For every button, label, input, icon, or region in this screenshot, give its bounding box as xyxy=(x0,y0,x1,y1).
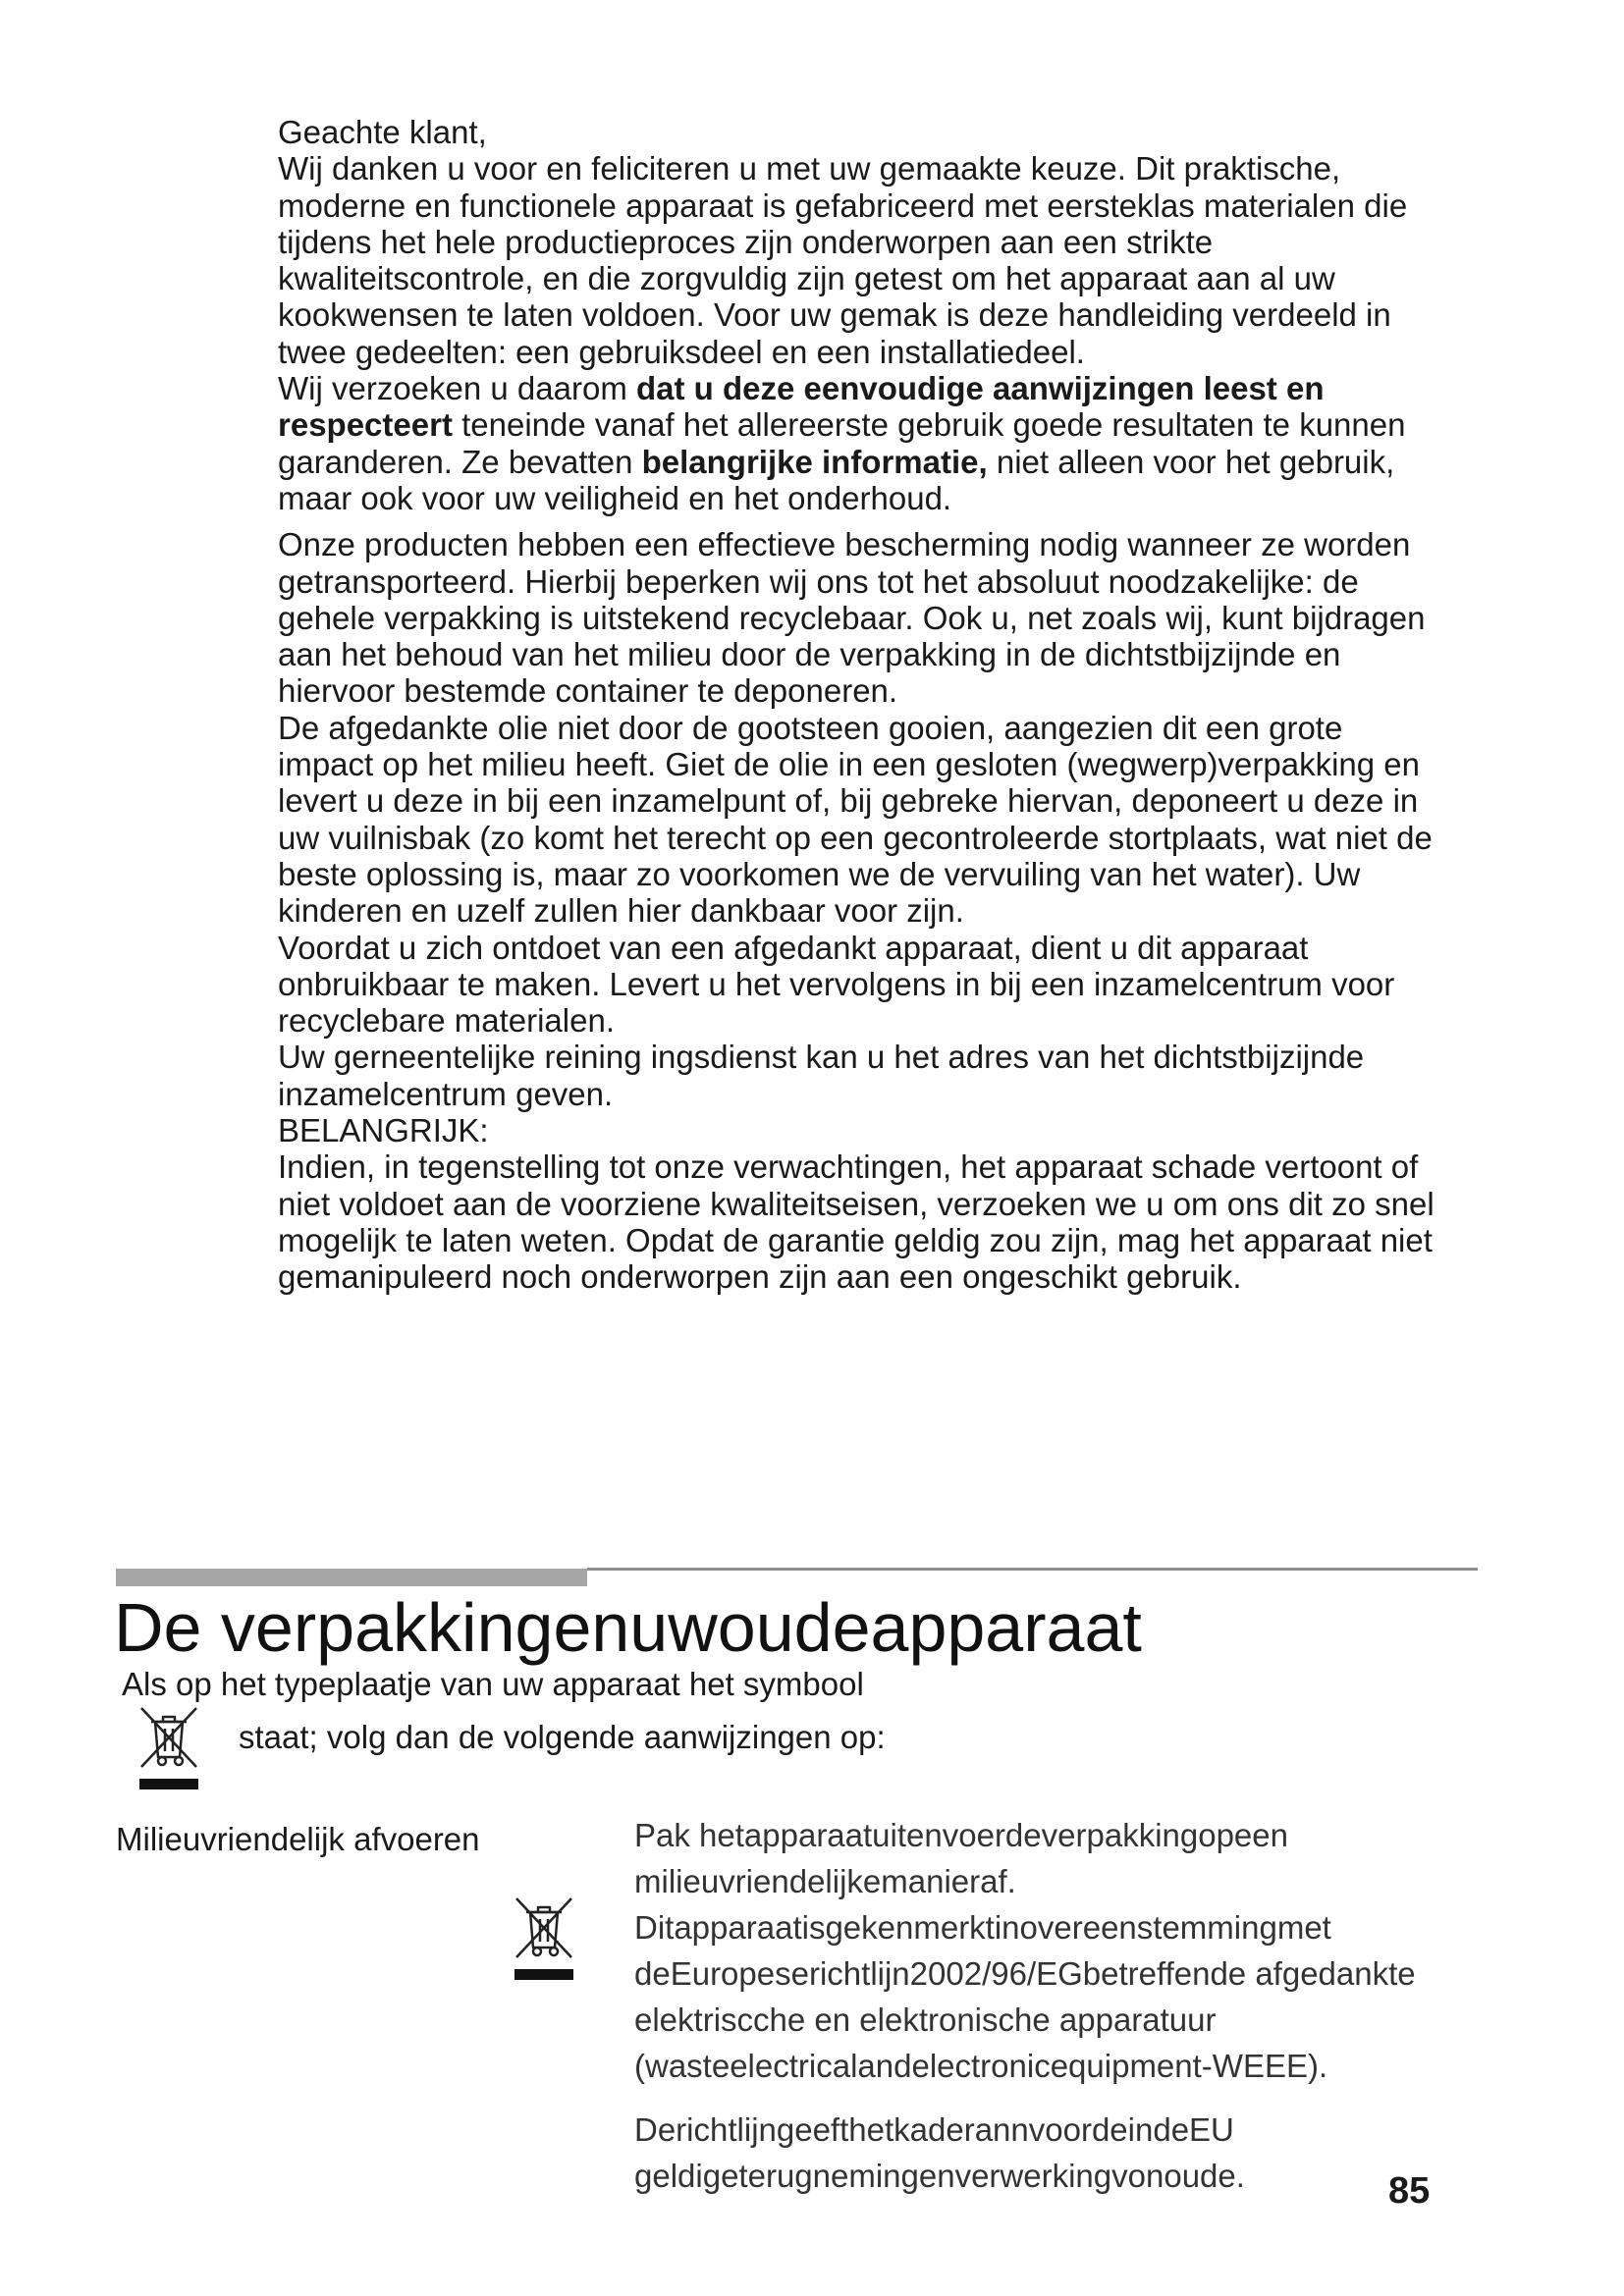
section-rule-thin xyxy=(587,1568,1478,1571)
intro-paragraph-3: Onze producten hebben een effectieve bescherming nodig wanneer ze worden getransporteerd. Hierbij beperken wij ons tot het absoluut noodzakelijke: de gehele verpakking is uitstekend recyclebaar. Ook u, net zoals wij, kunt bijdragen aan het behoud van het milieu door de verpakking in de dichtstbijzijnde en hiervoor bestemde container te deponeren. xyxy=(278,526,1426,710)
p2-bold-1: dat u deze eenvoudige aanwijzingen leest en respecteert xyxy=(278,370,1325,444)
page-number: 85 xyxy=(1388,2170,1431,2212)
section-rule-thick xyxy=(116,1569,587,1586)
weee-crossed-bin-icon xyxy=(128,1702,210,1796)
intro-paragraph-1: Wij danken u voor en feliciteren u met uw gemaakte keuze. Dit praktische, moderne en functionele apparaat is gefabriceerd met eersteklas materialen die tijdens het hele productieproces zijn onderworpen aan een strikte kwaliteitscontrole, en die zorgvuldig zijn getest om het apparaat aan al uw kookwensen te laten voldoen. Voor uw gemak is deze handleiding verdeeld in twee gedeelten: een gebruiksdeel en een installatiedeel. xyxy=(278,150,1408,370)
disposal-paragraph-1: Pak hetapparaatuitenvoerdeverpakkingopeen milieuvriendelijkemanieraf. xyxy=(634,1817,1288,1899)
intro-paragraph-4: De afgedankte olie niet door de gootsteen gooien, aangezien dit een grote impact op het milieu heeft. Giet de olie in een gesloten (wegwerp)verpakking en levert u deze in bij een inzamelpunt of, bij gebreke hiervan, deponeert u deze in uw vuilnisbak (zo komt het terecht op een gecontroleerde stortplaats, wat niet de beste oplossing is, maar zo voorkomen we de vervuiling van het water). Uw kinderen en uzelf zullen hier dankbaar voor zijn. xyxy=(278,709,1433,930)
intro-paragraph-5: Voordat u zich ontdoet van een afgedankt apparaat, dient u dit apparaat onbruikbaar te maken. Levert u het vervolgens in bij een inzamelcentrum voor recyclebare materialen. xyxy=(278,929,1395,1040)
disposal-text xyxy=(634,1812,1479,2199)
disposal-label: Milieuvriendelijk afvoeren xyxy=(116,1821,480,1857)
section-title: De verpakkingenuwoudeapparaat xyxy=(114,1589,1142,1666)
symbol-sentence-line-1: Als op het typeplaatje van uw apparaat het symbool xyxy=(122,1666,864,1702)
p2-start: Wij verzoeken u daarom xyxy=(278,370,636,407)
intro-text xyxy=(278,114,1436,1296)
p2-bold-2: belangrijke informatie, xyxy=(641,443,988,480)
important-label: BELANGRIJK: xyxy=(278,1112,489,1149)
greeting: Geachte klant, xyxy=(278,114,487,150)
intro-paragraph-7: Indien, in tegenstelling tot onze verwachtingen, het apparaat schade vertoont of niet voldoet aan de voorziene kwaliteitseisen, verzoeken we u om ons dit zo snel mogelijk te laten weten. Opdat de garantie geldig zou zijn, mag het apparaat niet gemanipuleerd noch onderworpen zijn aan een ongeschikt gebruik. xyxy=(278,1148,1435,1296)
intro-paragraph-6: Uw gerneentelijke reining ingsdienst kan u het adres van het dichtstbijzijnde inzamelcentrum geven. xyxy=(278,1039,1365,1112)
disposal-paragraph-3: DerichtlijngeefthetkaderannvoordeindeEU geldigeterugnemingenverwerkingvonoude. xyxy=(634,2111,1245,2194)
intro-paragraph-2 xyxy=(278,370,1436,516)
symbol-sentence-line-2: staat; volg dan de volgende aanwijzingen op: xyxy=(239,1719,886,1755)
weee-crossed-bin-icon-2 xyxy=(503,1893,585,1987)
p2-mid: teneinde vanaf het allereerste gebruik goede resultaten te kunnen garanderen. Ze bevatten xyxy=(278,406,1406,480)
disposal-paragraph-2: Ditapparaatisgekenmerktinovereenstemmingmet deEuropeserichtlijn2002/96/EGbetreffende afgedankte elektriscche en elektronische apparatuur (wasteelectricalandelectronicequipment-WEEE). xyxy=(634,1909,1416,2084)
p2-end: niet alleen voor het gebruik, maar ook voor uw veiligheid en het onderhoud. xyxy=(278,443,1395,516)
